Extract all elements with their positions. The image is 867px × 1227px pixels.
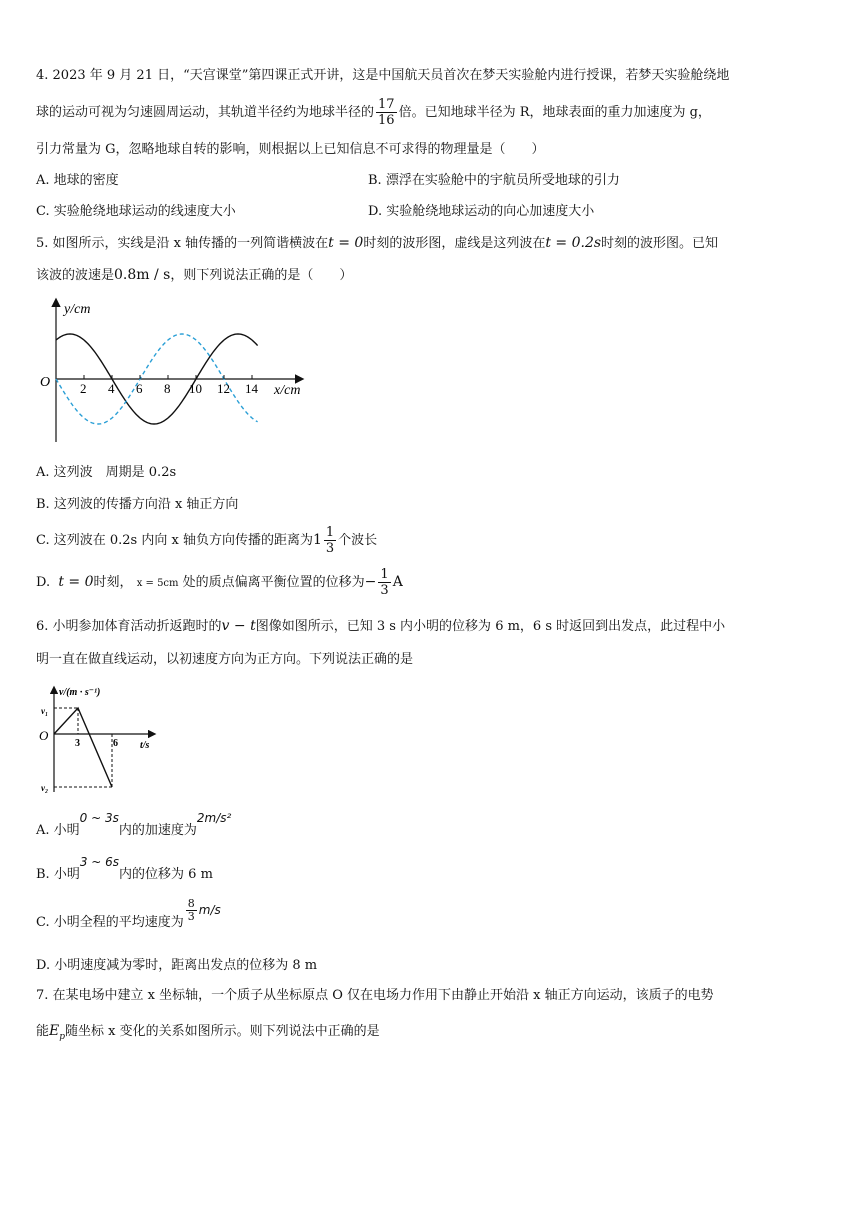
q6-option-b-text: 内的位移为 6 m [119, 867, 213, 882]
q4-option-c: C. 实验舱绕地球运动的线速度大小 [36, 204, 236, 219]
wave-x-tick-label: 4 [108, 381, 115, 396]
q6-option-b-interval: 3 ~ 6s [79, 855, 120, 869]
q5-stem-line1 [36, 234, 718, 253]
q5-option-c [36, 522, 377, 559]
q5-option-d-c: 处的质点偏离平衡位置的位移为 [182, 575, 365, 590]
q5-d-num: 1 [380, 567, 389, 582]
q5-option-d-label: D. [36, 575, 51, 590]
q4-stem-line2-a: 球的运动可视为匀速圆周运动，其轨道半径约为地球半径的 [36, 105, 375, 120]
vt-v1-label: v₁ [41, 706, 49, 716]
q5-stem-1c: 时刻的波形图。已知 [601, 236, 719, 251]
q6-option-b-label: B. 小明 [36, 867, 80, 882]
q6-option-a-accel: 2m/s² [196, 811, 232, 825]
q4-stem-line3: 引力常量为 G，忽略地球自转的影响，则根据以上已知信息不可求得的物理量是（ ） [36, 142, 545, 157]
wave-x-tick-label: 10 [189, 381, 202, 396]
q5-option-a: A. 这列波 周期是 0.2s [36, 465, 177, 480]
q6-option-a-text: 内的加速度为 [118, 823, 197, 838]
q6-stem-line2: 明一直在做直线运动，以初速度方向为正方向。下列说法正确的是 [36, 652, 414, 667]
q4-option-b: B. 漂浮在实验舱中的宇航员所受地球的引力 [368, 173, 620, 188]
q5-stem-2b: ，则下列说法正确的是（ ） [170, 268, 353, 283]
vt-graph [34, 684, 169, 796]
q6-option-a-interval: 0 ~ 3s [79, 811, 119, 825]
q5-stem-1b: 时刻的波形图，虚线是这列波在 [363, 236, 546, 251]
q5-d-den: 3 [380, 583, 389, 598]
q5-option-b: B. 这列波的传播方向沿 x 轴正方向 [36, 497, 239, 512]
q6-option-c [36, 897, 221, 941]
q6-stem-1a: 6. 小明参加体育活动折返跑时的 [36, 619, 222, 634]
q5-option-d [36, 564, 403, 602]
q6-stem-1b: 图像如图所示，已知 3 s 内小明的位移为 6 m，6 s 时返回到出发点，此过程中小 [255, 619, 726, 634]
q6-c-den: 3 [187, 910, 195, 923]
q5-option-c-text: C. 这列波在 0.2s 内向 x 轴负方向传播的距离为 [36, 533, 313, 548]
q6-option-d: D. 小明速度减为零时，距离出发点的位移为 8 m [36, 958, 318, 973]
vt-x-label: t/s [140, 740, 150, 751]
wave-x-tick-label: 14 [245, 381, 258, 396]
q7-stem-line2 [36, 1022, 380, 1046]
q5-stem-2a: 该波的波速是 [36, 268, 115, 283]
q7-ep [49, 1023, 66, 1042]
vt-origin: O [39, 728, 49, 743]
q5-t1: t = 0.2s [545, 235, 602, 251]
wave-origin: O [40, 375, 51, 390]
q4-stem-line1: 4. 2023 年 9 月 21 日，“天宫课堂”第四课正式开讲，这是中国航天员首次在梦天实验舱内进行授课，若梦天实验舱绕地 [36, 68, 730, 83]
q5-c-den: 3 [325, 541, 335, 556]
vt-y-label: v/(m · s⁻¹) [59, 687, 101, 698]
q4-option-d: D. 实验舱绕地球运动的向心加速度大小 [368, 204, 595, 219]
vt-velocity-line [54, 708, 112, 787]
q7-stem-2a: 能 [36, 1024, 50, 1039]
wave-graph [34, 292, 314, 450]
wave-y-label: y/cm [64, 302, 91, 317]
q5-stem-line2 [36, 266, 352, 285]
q5-option-d-x: x = 5cm [136, 578, 179, 589]
q4-stem-line2-b: 倍。已知地球半径为 R，地球表面的重力加速度为 g， [398, 105, 711, 120]
q5-option-d-fraction [378, 567, 390, 598]
vt-v2-label: v₂ [41, 783, 49, 793]
q4-fraction-num: 17 [378, 97, 395, 112]
q5-t0: t = 0 [328, 235, 364, 251]
q6-stem-line1 [36, 617, 725, 636]
q6-c-num: 8 [187, 897, 195, 910]
q4-fraction-den: 16 [378, 113, 395, 128]
q5-option-c-tail: 个波长 [338, 533, 378, 548]
q5-stem-1a: 5. 如图所示，实线是沿 x 轴传播的一列简谐横波在 [36, 236, 329, 251]
q5-option-d-t: t = 0 [58, 574, 94, 590]
q6-option-b [36, 856, 213, 893]
q4-option-a: A. 地球的密度 [36, 173, 119, 188]
q4-fraction [376, 97, 397, 128]
q7-stem-2b: 随坐标 x 变化的关系如图所示。则下列说法中正确的是 [65, 1024, 380, 1039]
q4-stem-line2 [36, 94, 711, 132]
q5-c-num: 1 [325, 525, 335, 540]
q6-option-c-unit: m/s [198, 903, 221, 917]
q6-option-a-label: A. 小明 [36, 823, 80, 838]
q6-option-c-value [184, 897, 221, 923]
wave-x-tick-label: 2 [80, 381, 87, 396]
wave-x-tick-label: 6 [136, 381, 143, 396]
q7-ep-e: E [49, 1023, 60, 1039]
q6-option-a [36, 812, 231, 849]
q5-option-d-neg: − [364, 574, 377, 590]
q5-option-c-fraction [324, 525, 336, 556]
q5-option-d-unit: A [392, 574, 403, 590]
q5-speed: 0.8m / s [114, 267, 171, 283]
vt-t3-label: 3 [75, 738, 80, 749]
q5-option-d-b: 时刻， [93, 575, 133, 590]
q7-stem-line1: 7. 在某电场中建立 x 坐标轴，一个质子从坐标原点 O 仅在电场力作用下由静止开始沿 x 轴正方向运动，该质子的电势 [36, 988, 714, 1003]
q5-option-c-int: 1 [312, 532, 322, 548]
wave-x-tick-label: 8 [164, 381, 171, 396]
wave-x-label: x/cm [274, 383, 301, 398]
q7-ep-sub: p [59, 1031, 66, 1042]
q6-option-c-text: C. 小明全程的平均速度为 [36, 915, 184, 930]
q6-vt: v − t [221, 618, 256, 634]
q6-option-c-fraction [186, 898, 197, 923]
wave-x-tick-label: 12 [217, 381, 230, 396]
vt-t6-label: 6 [113, 738, 118, 749]
